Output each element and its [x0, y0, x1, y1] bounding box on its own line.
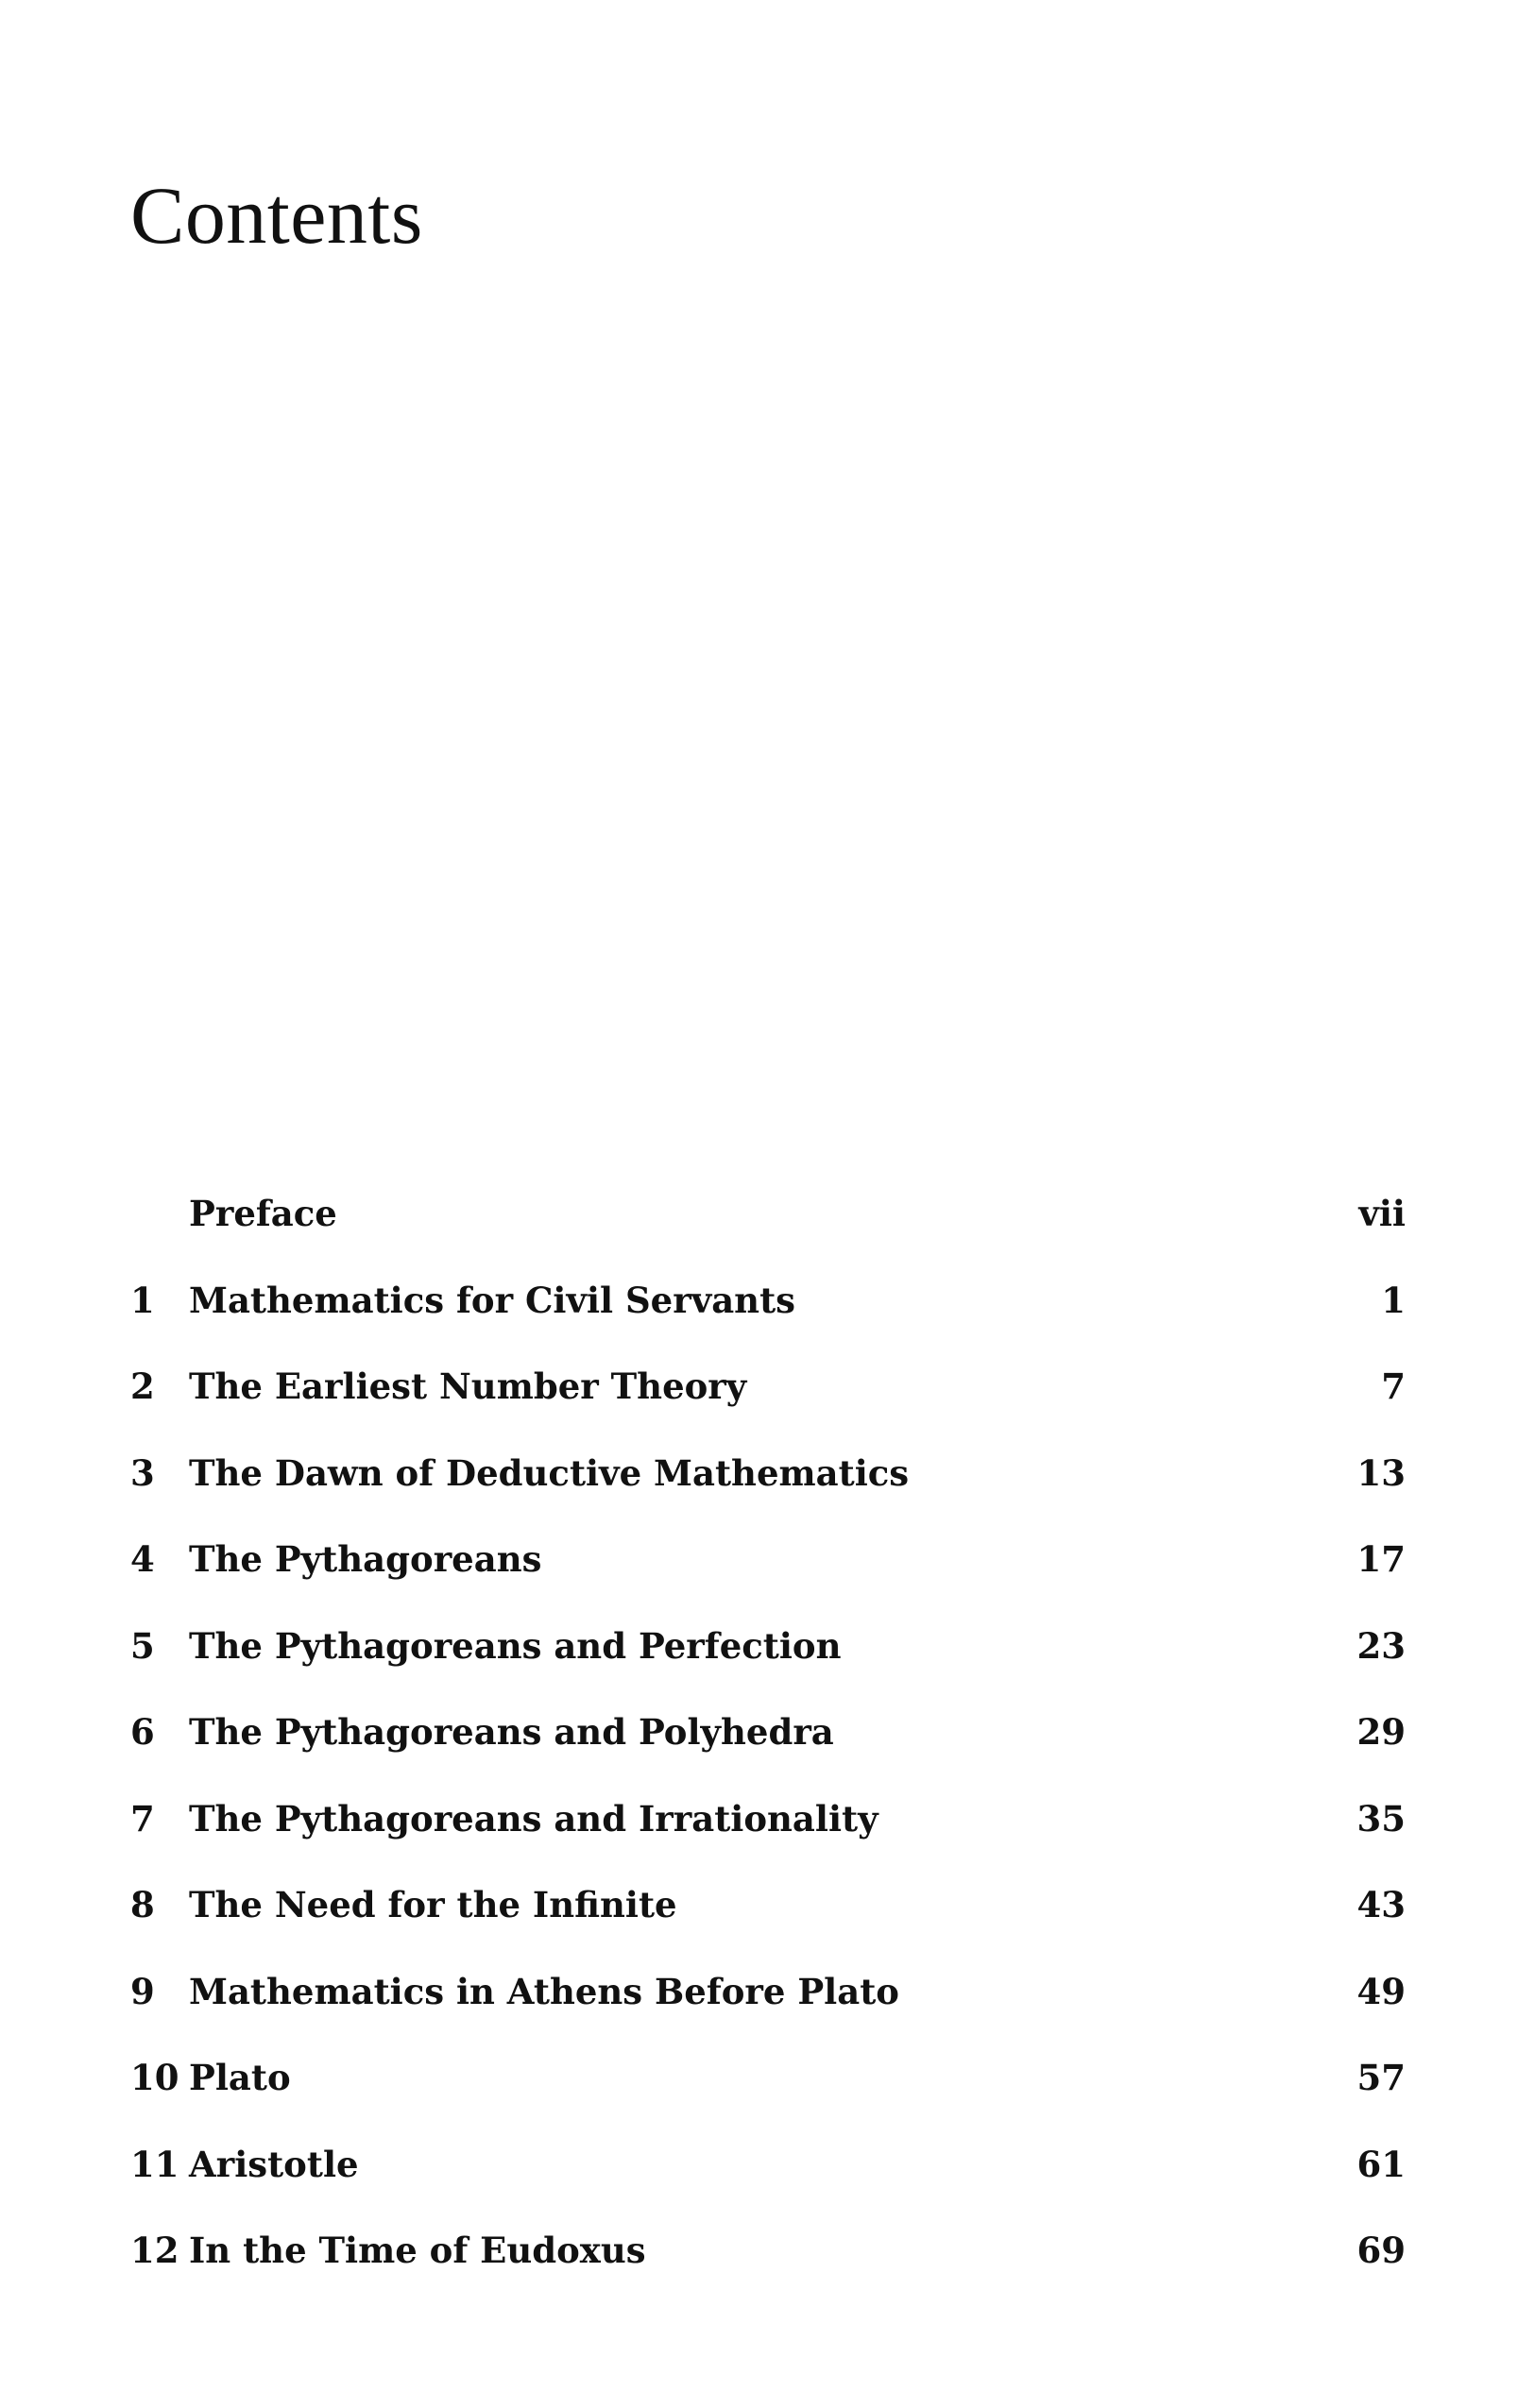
toc-entry-title: Preface	[189, 1193, 337, 1234]
toc-entry-number: 6	[130, 1711, 155, 1753]
toc-entry-chapter-3[interactable]	[130, 1445, 1406, 1532]
toc-entry-number: 4	[130, 1538, 155, 1580]
toc-entry-page: 1	[1381, 1279, 1406, 1321]
toc-entry-number: 3	[130, 1451, 155, 1494]
toc-entry-page: 35	[1356, 1797, 1406, 1840]
toc-entry-number: 11	[130, 2143, 179, 2185]
toc-entry-title: The Pythagoreans and Polyhedra	[189, 1711, 834, 1753]
toc-entry-chapter-6[interactable]	[130, 1704, 1406, 1790]
toc-entry-page: 29	[1356, 1711, 1406, 1753]
toc-entry-page: 49	[1356, 1970, 1406, 2012]
toc-entry-page: 23	[1356, 1624, 1406, 1667]
toc-entry-number: 8	[130, 1884, 155, 1925]
toc-entry-title: The Pythagoreans and Perfection	[189, 1624, 842, 1667]
toc-entry-chapter-4[interactable]	[130, 1531, 1406, 1618]
page-title: Contents	[130, 170, 423, 261]
toc-entry-title: Plato	[189, 2057, 291, 2098]
toc-entry-chapter-12[interactable]	[130, 2222, 1406, 2309]
toc-entry-chapter-5[interactable]	[130, 1618, 1406, 1704]
toc-entry-title: Mathematics for Civil Servants	[189, 1279, 795, 1321]
toc-entry-number: 5	[130, 1624, 155, 1667]
toc-entry-title: The Need for the Infinite	[189, 1884, 677, 1925]
toc-entry-chapter-10[interactable]	[130, 2049, 1406, 2136]
toc-entry-title: The Pythagoreans	[189, 1538, 542, 1580]
toc-entry-number: 2	[130, 1365, 155, 1407]
toc-entry-page: 57	[1356, 2057, 1406, 2098]
toc-entry-page: 61	[1356, 2143, 1406, 2185]
toc-entry-chapter-8[interactable]	[130, 1876, 1406, 1963]
toc-entry-chapter-11[interactable]	[130, 2136, 1406, 2223]
table-of-contents	[130, 1185, 1406, 2309]
toc-entry-chapter-9[interactable]	[130, 1963, 1406, 2050]
toc-entry-number: 12	[130, 2230, 179, 2271]
toc-entry-title: Aristotle	[189, 2143, 359, 2185]
toc-entry-title: In the Time of Eudoxus	[189, 2230, 646, 2271]
toc-entry-number: 7	[130, 1797, 155, 1840]
toc-entry-number: 10	[130, 2057, 179, 2098]
toc-entry-page: 69	[1356, 2230, 1406, 2271]
toc-entry-title: The Earliest Number Theory	[189, 1365, 747, 1407]
toc-entry-title: Mathematics in Athens Before Plato	[189, 1970, 899, 2012]
toc-entry-number: 1	[130, 1279, 155, 1321]
toc-entry-page: 43	[1356, 1884, 1406, 1925]
toc-entry-chapter-2[interactable]	[130, 1358, 1406, 1445]
toc-entry-chapter-7[interactable]	[130, 1790, 1406, 1877]
toc-entry-page: 13	[1356, 1451, 1406, 1494]
toc-entry-page: 17	[1356, 1538, 1406, 1580]
toc-entry-chapter-1[interactable]	[130, 1272, 1406, 1359]
toc-entry-page: vii	[1358, 1193, 1406, 1234]
toc-entry-number: 9	[130, 1970, 155, 2012]
toc-entry-title: The Dawn of Deductive Mathematics	[189, 1451, 910, 1494]
toc-entry-title: The Pythagoreans and Irrationality	[189, 1797, 878, 1840]
toc-entry-preface[interactable]	[130, 1185, 1406, 1272]
toc-entry-page: 7	[1381, 1365, 1406, 1407]
